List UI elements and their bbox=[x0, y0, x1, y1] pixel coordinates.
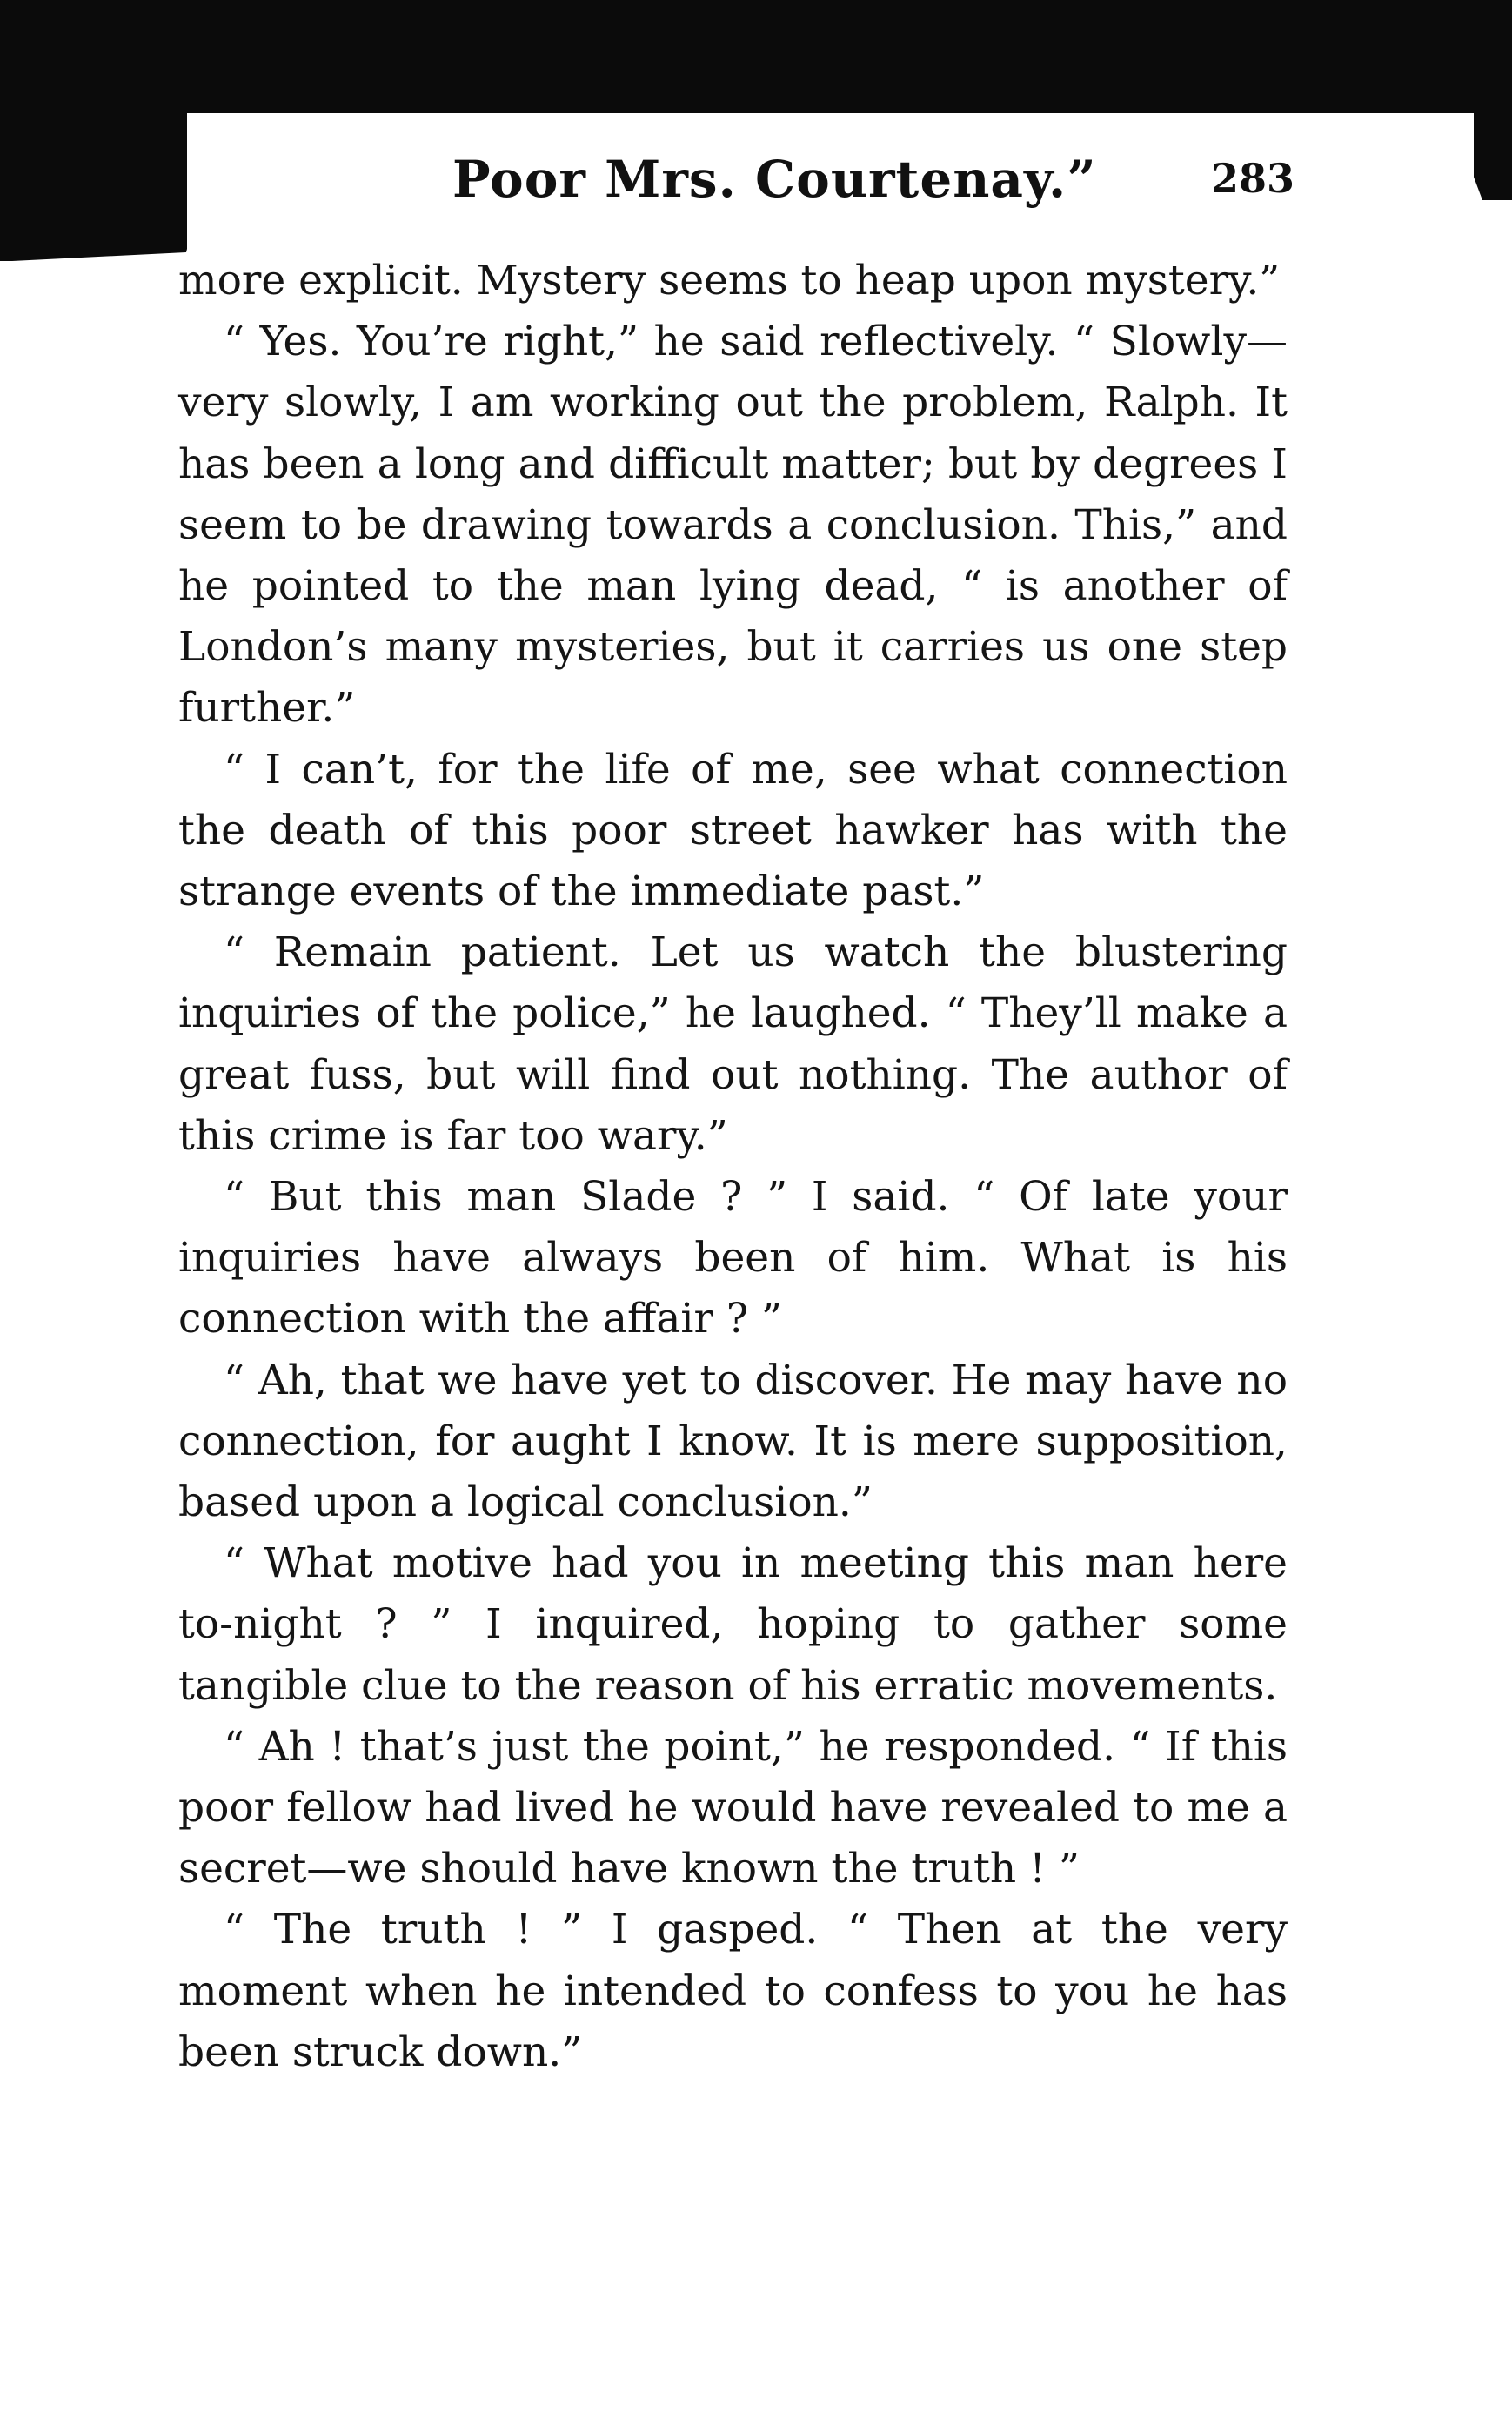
scan-dark-border-left bbox=[0, 0, 187, 261]
scan-dark-border-top bbox=[0, 0, 1512, 113]
paragraph: “ But this man Slade ? ” I said. “ Of late your inquiries have always been of him. What is his connection with the affair ? ” bbox=[178, 1173, 1288, 1344]
paragraph: “ Yes. You’re right,” he said reflectively. “ Slowly—very slowly, I am working out the problem, Ralph. It has been a long and difficult matter; but by degrees I seem to be drawing towards a conclusion. This,” and he pointed to the man lying dead, “ is another of London’s many mysteries, but it carries us one step further.” bbox=[178, 318, 1288, 733]
text-body bbox=[178, 251, 1288, 2083]
scan-dark-border-right bbox=[1474, 0, 1512, 200]
paragraph: “ Ah, that we have yet to discover. He may have no connection, for aught I know. It is mere supposition, based upon a logical conclusion.” bbox=[178, 1356, 1288, 1527]
page-number: 283 bbox=[1211, 155, 1295, 202]
paragraph: “ Remain patient. Let us watch the blustering inquiries of the police,” he laughed. “ They’ll make a great fuss, but will find out nothing. The author of this crime is far too wary.” bbox=[178, 928, 1288, 1160]
paragraph: more explicit. Mystery seems to heap upon mystery.” bbox=[178, 257, 1281, 305]
paragraph: “ Ah ! that’s just the point,” he responded. “ If this poor fellow had lived he would have revealed to me a secret—we should have known the truth ! ” bbox=[178, 1722, 1288, 1893]
paragraph: “ The truth ! ” I gasped. “ Then at the very moment when he intended to confess to you he has been struck down.” bbox=[178, 1906, 1288, 2076]
paragraph: “ I can’t, for the life of me, see what connection the death of this poor street hawker has with the strange events of the immediate past.” bbox=[178, 745, 1288, 916]
running-title: Poor Mrs. Courtenay.” bbox=[452, 150, 1097, 209]
paragraph: “ What motive had you in meeting this man here to-night ? ” I inquired, hoping to gather some tangible clue to the reason of his erratic movements. bbox=[178, 1539, 1288, 1710]
